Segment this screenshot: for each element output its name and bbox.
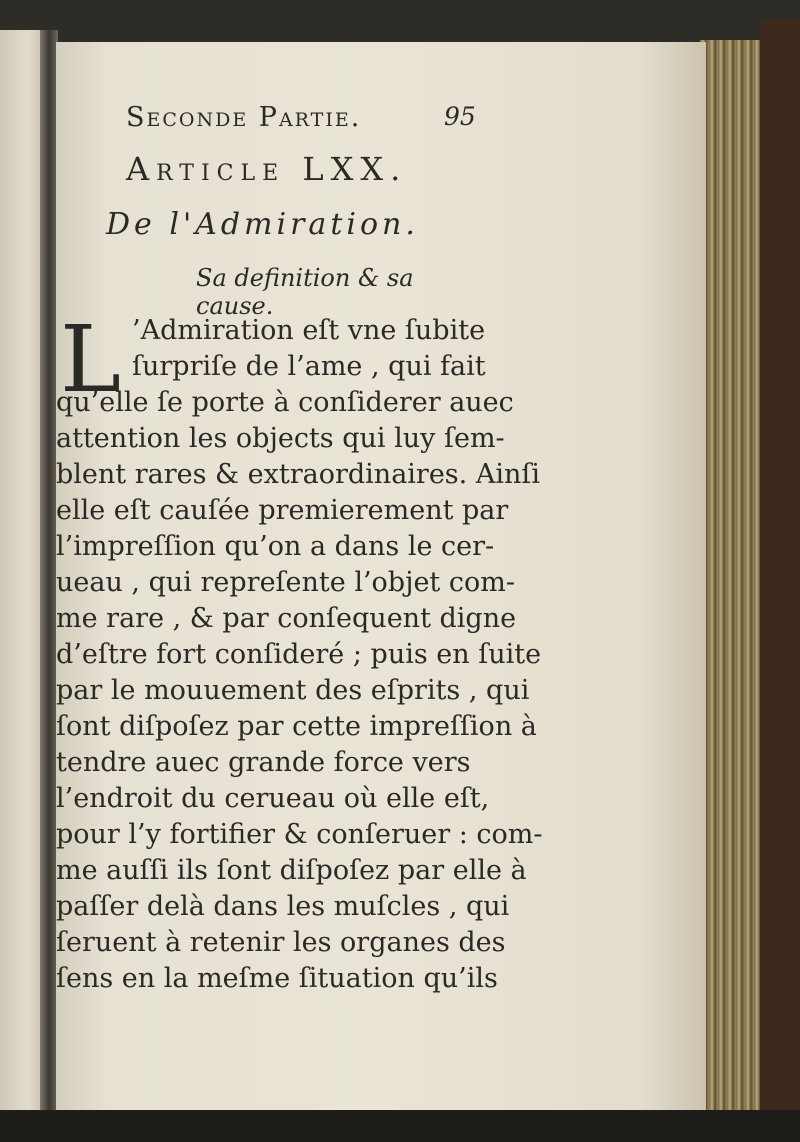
text-line: attention les objects qui luy ſem- [56, 423, 505, 454]
text-line: ſurpriſe de l’ame , qui fait [132, 351, 486, 382]
subject-heading: De l'Admiration. [106, 207, 419, 242]
text-line: l’impreſſion qu’on a dans le cer- [56, 531, 495, 562]
text-line: blent rares & extraordinaires. Ainſi [56, 459, 540, 490]
text-line: tendre auec grande force vers [56, 747, 471, 778]
page-number: 95 [444, 102, 476, 131]
text-line: ſens en la meſme ſituation qu’ils [56, 963, 498, 994]
text-line: ſeruent à retenir les organes des [56, 927, 506, 958]
text-line: elle eſt cauſée premierement par [56, 495, 509, 526]
text-line: ſont diſpoſez par cette impreſſion à [56, 711, 537, 742]
text-line: ’Admiration eſt vne ſubite [132, 315, 486, 346]
text-line: d’eſtre fort conſideré ; puis en ſuite [56, 639, 542, 670]
article-heading: Article LXX. [126, 150, 408, 188]
text-line: me auſſi ils ſont diſpoſez par elle à [56, 855, 527, 886]
bottom-shadow [0, 1110, 800, 1142]
text-line: pour l’y fortifier & conſeruer : com- [56, 819, 543, 850]
book-page [56, 42, 706, 1112]
subtitle: Sa definition & sa cause. [196, 264, 414, 320]
text-line: me rare , & par conſequent digne [56, 603, 517, 634]
text-line: paſſer delà dans les muſcles , qui [56, 891, 510, 922]
text-line: par le mouuement des eſprits , qui [56, 675, 530, 706]
text-line: ueau , qui repreſente l’objet com- [56, 567, 515, 598]
text-line: qu’elle ſe porte à conſiderer auec [56, 387, 514, 418]
text-line: l’endroit du cerueau où elle eſt, [56, 783, 490, 814]
book-cover [760, 20, 800, 1142]
running-head: Seconde Partie. [126, 102, 362, 133]
drop-cap: L [60, 306, 122, 413]
